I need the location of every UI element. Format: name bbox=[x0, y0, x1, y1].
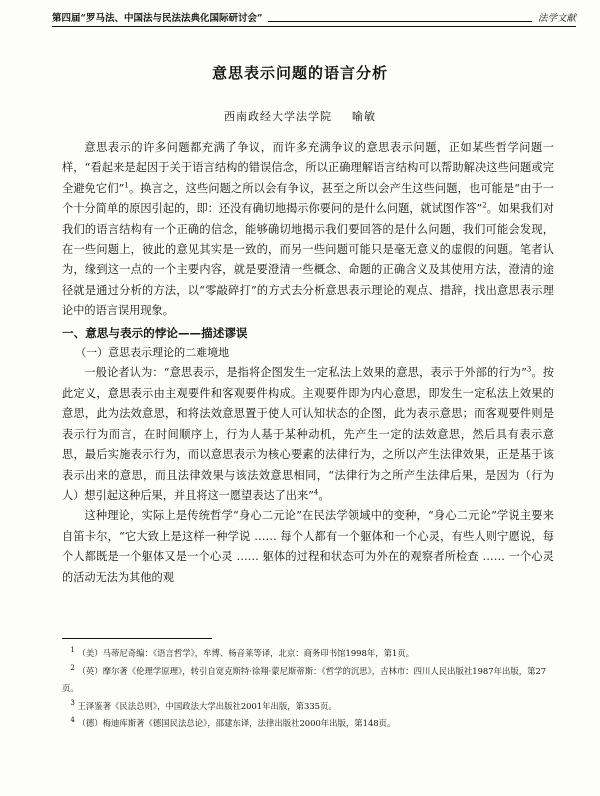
footnote: $^3$ 王泽鉴著《民法总则》，中国政法大学出版社2001年出版，第335页。 bbox=[70, 698, 337, 711]
header-rule bbox=[268, 20, 532, 22]
intro-paragraph: 意思表示的许多问题都充满了争议，而许多充满争议的意思表示问题，正如某些哲学问题一样，“看起来是起因于关于语言结构的错误信念，所以正确理解语言结构可以帮助解决这些问题或完全避免它们”$^1$。换言之，这些问题之所以会有争议，甚至之所以会产生这些问题，也可能是“由于一个十分简单的原因引起的，即：还没有确切地揭示你要问的是什么问题，就试图作答”$^2$。如果我们对我们的语言结构有一个正确的信念，能够确切地揭示我们要回答的是什么问题，我们可能会发现，在一些问题上，彼此的意见其实是一致的，而另一些问题可能只是毫无意义的虚假的问题。笔者认为，缘到这一点的一个主要内容，就是要澄清一些概念、命题的正确含义及其使用方法，澄清的途径就是通过分析的方法，以“零敲碎打”的方式去分析意思表示理论的观点、措辞，找出意思表示理论中的语言误用现象。 bbox=[62, 141, 554, 318]
footnote: $^1$ （美）马蒂尼奇编：《语言哲学》，牟博、杨音莱等译，北京：商务印书馆1998年，第1页。 bbox=[70, 646, 415, 658]
footnote-ref-3[interactable]: 3 bbox=[526, 365, 532, 374]
paper-body bbox=[62, 138, 554, 588]
paper-title: 意思表示问题的语言分析 bbox=[211, 64, 388, 82]
header-divider bbox=[52, 26, 576, 27]
footnote-ref-1[interactable]: 1 bbox=[124, 181, 129, 190]
footnote-ref-4[interactable]: 4 bbox=[313, 488, 319, 497]
footnote: $^4$ （德）梅迪库斯著《德国民法总论》，邵建东译，法律出版社2000年出版，第148页。 bbox=[70, 716, 396, 728]
author-affiliation: 西南政经大学法学院 bbox=[224, 110, 332, 123]
body-paragraph: 一般论者认为：“意思表示，是指将企图发生一定私法上效果的意思，表示于外部的行为”$^3$。按此定义，意思表示由主观要件和客观要件构成。主观要件即为内心意思，即发生一定私法上效果的意思，此为法效意思，和将法效意思置于使人可认知状态的企图，此为表示意思；而客观要件则是表示行为而言，在时间顺序上，行为人基于某种动机，先产生一定的法效意思，然后具有表示意思，最后实施表示行为，而以意思表示为核心要素的法律行为，之所以产生法律效果，正是基于该表示出来的意思，而且法律效果与该法效意思相同，“法律行为之所产生法律后果，是因为（行为人）想引起这种后果，并且将这一愿望表达了出来”$^4$。 bbox=[62, 365, 554, 502]
author-name: 喻敏 bbox=[352, 110, 376, 123]
running-header bbox=[52, 8, 576, 24]
footnote-rule bbox=[62, 638, 212, 639]
author-line bbox=[0, 108, 600, 124]
footnotes bbox=[62, 645, 554, 733]
footnote: $^2$ （英）摩尔著《伦理学原理》，转引自宽克斯特·徐翔·蒙尼斯蒂斯：《哲学的沉思》，吉林市：四川人民出版社1987年出版，第27页。 bbox=[62, 663, 547, 693]
body-paragraph: 这种理论，实际上是传统哲学“身心二元论”在民法学领域中的变种，“身心二元论”学说主要来自笛卡尔，“它大致上是这样一种学说 …… 每个人都有一个躯体和一个心灵，有些人则宁愿说，每个人都既是一个躯体又是一个心灵 …… 躯体的过程和状态可为外在的观察者所检查 …… 一个心灵的活动无法为其他的观 bbox=[62, 509, 554, 584]
header-journal: 法学文献 bbox=[537, 13, 576, 24]
subsection-heading: （一）意思表示理论的二难境地 bbox=[75, 346, 230, 360]
section-heading: 一、意思与表示的悖论——描述谬误 bbox=[62, 325, 248, 340]
header-series: 第四届“罗马法、中国法与民法法典化国际研讨会” bbox=[52, 13, 263, 24]
footnote-ref-2[interactable]: 2 bbox=[482, 201, 487, 210]
